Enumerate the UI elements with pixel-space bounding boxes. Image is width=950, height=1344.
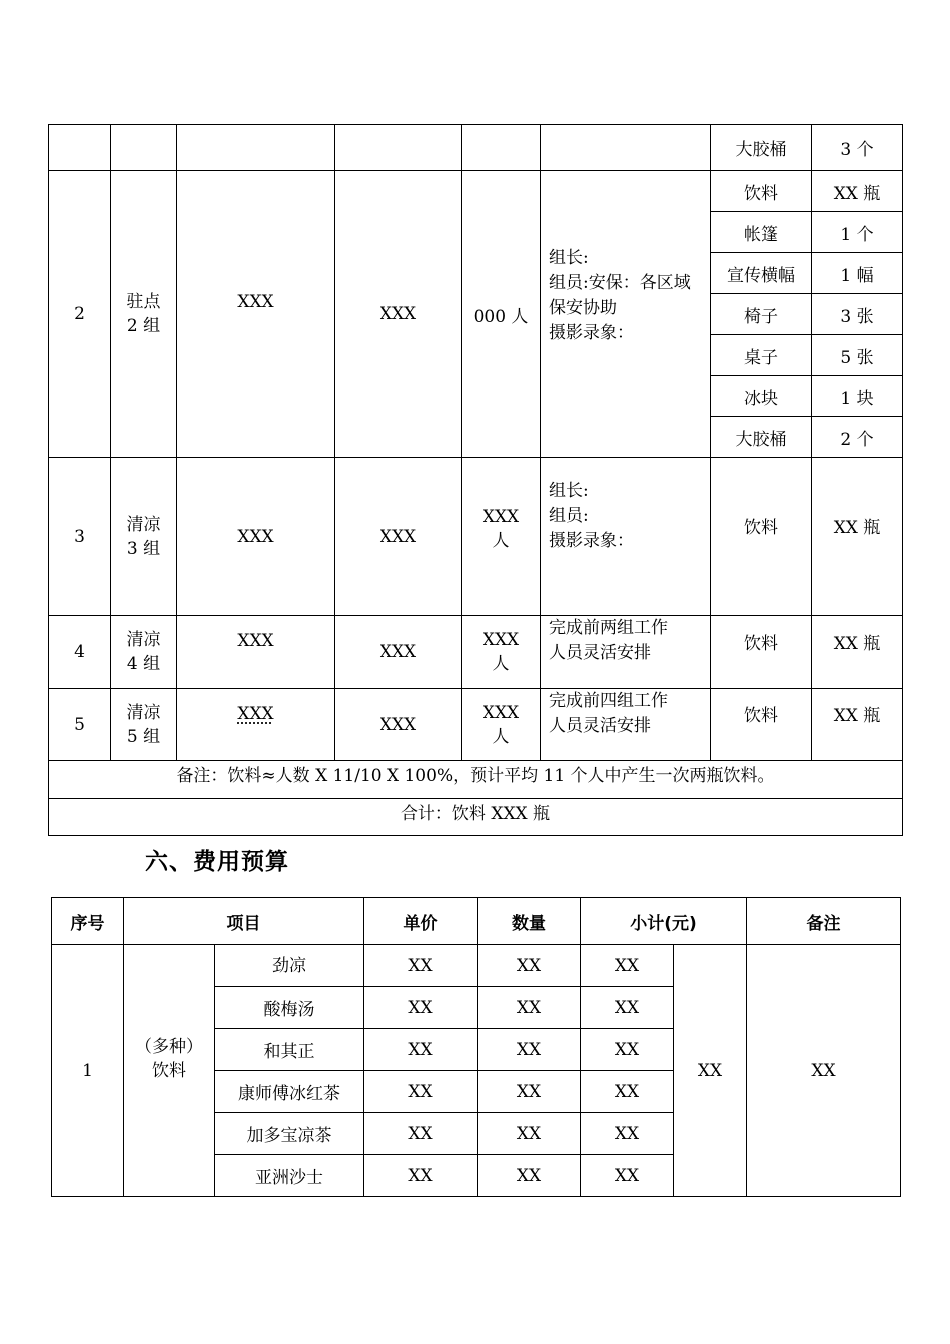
header-no: 序号	[52, 898, 124, 945]
role-line: 组长:	[549, 248, 589, 268]
table-row	[52, 945, 901, 987]
item-cell: 大胶桶	[711, 417, 812, 458]
location-cell: XXX	[177, 458, 335, 616]
item-cell: 宣传横幅	[711, 253, 812, 294]
group-name	[111, 171, 177, 458]
people-line: 人	[492, 530, 510, 551]
role-line: 组长:	[549, 481, 589, 501]
category-line: 饮料	[152, 1060, 186, 1081]
people-cell	[462, 689, 541, 761]
quantity-cell: XX	[478, 1113, 581, 1155]
group-name-line: 2 组	[126, 316, 161, 336]
drink-name: 康师傅冰红茶	[215, 1071, 364, 1113]
remark-cell: XX	[747, 945, 901, 1197]
qty-cell: XX 瓶	[812, 171, 903, 212]
role-line: 摄影录象：	[549, 531, 634, 551]
qty-cell: XX 瓶	[812, 458, 903, 616]
role-line: 保安协助	[549, 298, 617, 318]
budget-table	[51, 897, 901, 1197]
roles-cell	[541, 171, 711, 458]
time-cell: XXX	[335, 616, 462, 689]
subtotal-cell: XX	[581, 945, 674, 987]
people-line: XXX	[482, 630, 520, 650]
table-cell	[541, 125, 711, 171]
people-cell	[462, 458, 541, 616]
header-subtotal: 小计(元)	[581, 898, 747, 945]
subtotal-cell: XX	[581, 1029, 674, 1071]
qty-cell: XX 瓶	[812, 689, 903, 761]
roles-cell	[541, 616, 711, 689]
qty-cell: 2 个	[812, 417, 903, 458]
row-number: 4	[49, 616, 111, 689]
total-cell: XX	[674, 945, 747, 1197]
row-number: 5	[49, 689, 111, 761]
location-cell: XXX	[177, 689, 335, 761]
location-cell: XXX	[177, 616, 335, 689]
unit-price-cell: XX	[364, 987, 478, 1029]
role-line: 组员:	[549, 506, 589, 526]
table-row	[49, 689, 903, 761]
quantity-cell: XX	[478, 945, 581, 987]
group-name-line: 5 组	[126, 726, 161, 747]
table-row	[49, 458, 903, 616]
drink-name: 和其正	[215, 1029, 364, 1071]
table-row	[49, 616, 903, 689]
header-remark: 备注	[747, 898, 901, 945]
qty-cell: 5 张	[812, 335, 903, 376]
qty-cell: 1 块	[812, 376, 903, 417]
qty-cell: 1 个	[812, 212, 903, 253]
unit-price-cell: XX	[364, 945, 478, 987]
category-line: （多种）	[135, 1036, 203, 1057]
time-cell: XXX	[335, 458, 462, 616]
table-row	[49, 171, 903, 212]
role-line: 完成前两组工作	[549, 618, 668, 638]
people-line: 人	[492, 654, 510, 674]
subtotal-cell: XX	[581, 987, 674, 1029]
table-cell	[111, 125, 177, 171]
subtotal-cell: XX	[581, 1113, 674, 1155]
qty-cell: 1 幅	[812, 253, 903, 294]
role-line: 完成前四组工作	[549, 690, 668, 711]
row-number: 2	[49, 171, 111, 458]
drink-name: 酸梅汤	[215, 987, 364, 1029]
drink-name: 亚洲沙士	[215, 1155, 364, 1197]
group-name	[111, 616, 177, 689]
role-line: 组员:安保：各区域	[549, 273, 691, 293]
table-cell	[49, 125, 111, 171]
people-line: 人	[492, 726, 510, 747]
group-name-line: 清凉	[126, 514, 161, 535]
row-number: 3	[49, 458, 111, 616]
unit-price-cell: XX	[364, 1029, 478, 1071]
unit-price-cell: XX	[364, 1113, 478, 1155]
people-line: XXX	[482, 702, 520, 723]
header-quantity: 数量	[478, 898, 581, 945]
qty-cell: 3 个	[812, 125, 903, 171]
header-unit-price: 单价	[364, 898, 478, 945]
table-header-row	[52, 898, 901, 945]
role-line: 人员灵活安排	[549, 643, 651, 663]
group-name-line: 4 组	[126, 654, 161, 674]
qty-cell: XX 瓶	[812, 616, 903, 689]
item-cell: 帐篷	[711, 212, 812, 253]
item-cell: 冰块	[711, 376, 812, 417]
item-cell: 椅子	[711, 294, 812, 335]
unit-price-cell: XX	[364, 1071, 478, 1113]
group-name-line: 驻点	[126, 292, 161, 312]
group-name-line: 3 组	[126, 538, 161, 559]
roles-cell	[541, 689, 711, 761]
item-cell: 大胶桶	[711, 125, 812, 171]
people-cell	[462, 616, 541, 689]
group-name	[111, 458, 177, 616]
group-name-line: 清凉	[126, 630, 161, 650]
group-name-line: 清凉	[126, 702, 161, 723]
item-cell: 桌子	[711, 335, 812, 376]
role-line: 摄影录象：	[549, 323, 634, 343]
people-line: XXX	[482, 506, 520, 527]
note-cell: 备注：饮料≈人数 X 11/10 X 100%，预计平均 11 个人中产生一次两瓶饮料。	[49, 761, 903, 799]
quantity-cell: XX	[478, 1071, 581, 1113]
category-cell	[124, 945, 215, 1197]
qty-cell: 3 张	[812, 294, 903, 335]
quantity-cell: XX	[478, 1029, 581, 1071]
group-name	[111, 689, 177, 761]
group-assignment-table	[48, 124, 903, 836]
quantity-cell: XX	[478, 987, 581, 1029]
quantity-cell: XX	[478, 1155, 581, 1197]
table-cell	[462, 125, 541, 171]
role-line: 人员灵活安排	[549, 715, 651, 736]
table-row	[49, 799, 903, 836]
subtotal-cell: XX	[581, 1071, 674, 1113]
item-cell: 饮料	[711, 616, 812, 689]
drink-name: 加多宝凉茶	[215, 1113, 364, 1155]
total-cell: 合计：饮料 XXX 瓶	[49, 799, 903, 836]
subtotal-cell: XX	[581, 1155, 674, 1197]
location-cell: XXX	[177, 171, 335, 458]
people-cell: 000 人	[462, 171, 541, 458]
item-cell: 饮料	[711, 458, 812, 616]
table-row	[49, 761, 903, 799]
row-number: 1	[52, 945, 124, 1197]
header-item: 项目	[124, 898, 364, 945]
table-cell	[177, 125, 335, 171]
section-title: 六、费用预算	[145, 849, 289, 875]
roles-cell	[541, 458, 711, 616]
item-cell: 饮料	[711, 171, 812, 212]
unit-price-cell: XX	[364, 1155, 478, 1197]
table-row	[49, 125, 903, 171]
item-cell: 饮料	[711, 689, 812, 761]
table-cell	[335, 125, 462, 171]
drink-name: 劲凉	[215, 945, 364, 987]
time-cell: XXX	[335, 689, 462, 761]
time-cell: XXX	[335, 171, 462, 458]
